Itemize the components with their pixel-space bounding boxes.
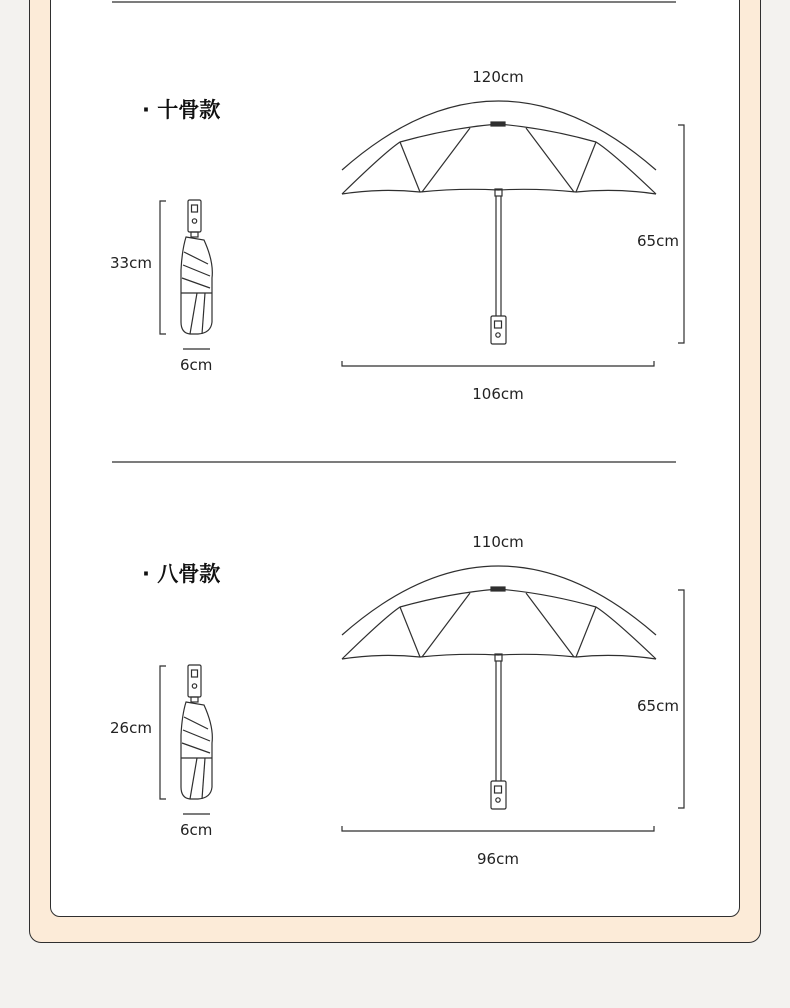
folded-width-label: 6cm	[180, 821, 213, 839]
open-umbrella-icon	[342, 101, 656, 344]
section-title: · 八骨款	[142, 562, 221, 586]
folded-length-bracket	[160, 666, 166, 799]
open-width-bracket	[342, 361, 654, 366]
arc-length-label: 110cm	[472, 533, 524, 551]
folded-length-bracket	[160, 201, 166, 334]
folded-umbrella-icon	[181, 200, 212, 334]
section-title: · 十骨款	[142, 98, 221, 122]
open-width-label: 96cm	[477, 850, 519, 868]
open-height-label: 65cm	[637, 232, 679, 250]
folded-length-label: 26cm	[110, 719, 152, 737]
folded-length-label: 33cm	[110, 254, 152, 272]
section-eight-rib	[110, 533, 684, 868]
arc-length-label: 120cm	[472, 68, 524, 86]
folded-width-label: 6cm	[180, 356, 213, 374]
open-width-bracket	[342, 826, 654, 831]
open-height-label: 65cm	[637, 697, 679, 715]
open-width-label: 106cm	[472, 385, 524, 403]
folded-umbrella-icon	[181, 665, 212, 799]
section-ten-rib	[110, 68, 684, 403]
open-umbrella-icon	[342, 566, 656, 809]
